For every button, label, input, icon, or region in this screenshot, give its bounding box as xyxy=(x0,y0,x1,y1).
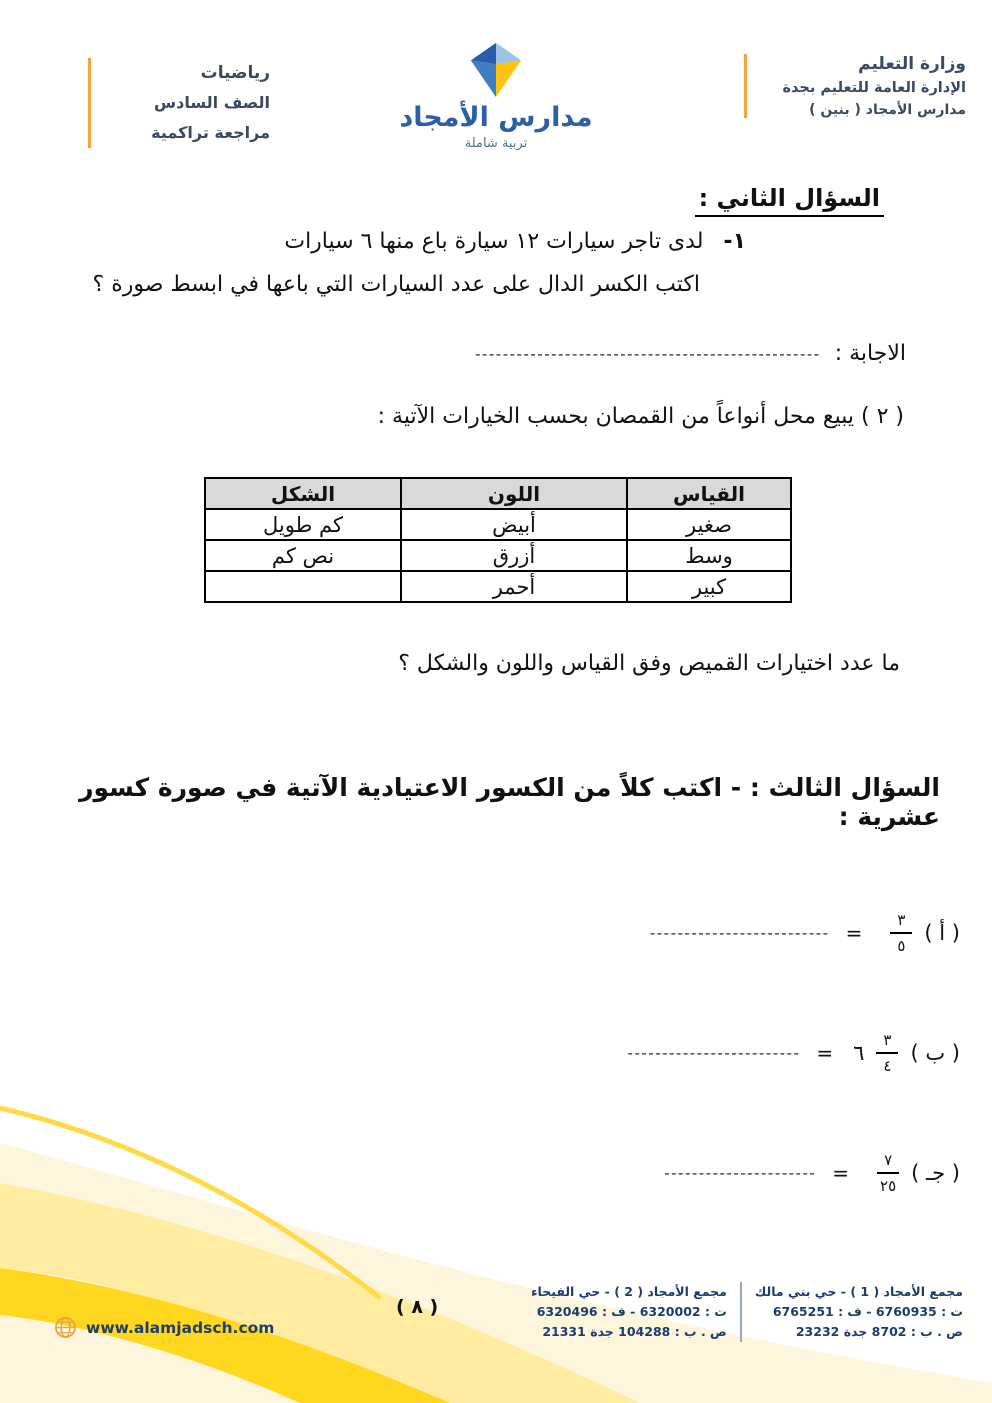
school-tagline: تربية شاملة xyxy=(464,136,528,151)
branch1-phone: ت : 6760935 - ف : 6765251 xyxy=(772,1304,963,1319)
ministry-line2: الإدارة العامة للتعليم بجدة xyxy=(782,80,966,96)
fraction-item-b xyxy=(628,1018,960,1088)
ministry-info xyxy=(744,54,966,118)
answer-blank-line: ---------------------- xyxy=(664,1164,817,1182)
fraction-label: ( أ ) xyxy=(924,921,960,945)
fraction-item-j xyxy=(664,1138,960,1208)
ministry-line3: مدارس الأمجاد ( بنين ) xyxy=(809,102,966,118)
question2-table-question: ما عدد اختيارات القميص وفق القياس واللون والشكل ؟ xyxy=(398,651,900,676)
branch1-name: مجمع الأمجاد ( 1 ) - حي بني مالك xyxy=(754,1284,963,1299)
fraction-label: ( جـ ) xyxy=(911,1161,960,1185)
yellow-swoosh-decoration xyxy=(0,1053,992,1403)
table-header-color: اللون xyxy=(401,478,627,509)
numerator: ٧ xyxy=(877,1151,899,1174)
table-header-row xyxy=(205,478,791,509)
table-row xyxy=(205,540,791,571)
fraction-item-a xyxy=(650,898,960,968)
table-cell: صغير xyxy=(627,509,791,540)
table-header-shape: الشكل xyxy=(205,478,401,509)
denominator: ٥ xyxy=(897,937,906,955)
school-logo xyxy=(371,42,621,151)
answer-row xyxy=(475,341,906,366)
question2-item1 xyxy=(284,229,746,254)
diamond-logo-icon xyxy=(465,42,527,100)
table-cell: أزرق xyxy=(401,540,627,571)
question2-title: السؤال الثاني : xyxy=(695,184,884,217)
ministry-line1: وزارة التعليم xyxy=(858,54,966,74)
course-subject: رياضيات xyxy=(200,63,270,83)
table-cell: كم طويل xyxy=(205,509,401,540)
fraction xyxy=(876,1031,898,1075)
table-row xyxy=(205,571,791,602)
page-number: ( ٨ ) xyxy=(396,1296,439,1318)
answer-blank-line: -------------------------------------------------- xyxy=(475,344,821,363)
question2-item2-intro: ( ٢ ) يبيع محل أنواعاً من القمصان بحسب الخيارات الآتية : xyxy=(377,404,904,429)
table-header-size: القياس xyxy=(627,478,791,509)
question3-title: السؤال الثالث : - اكتب كلاً من الكسور الاعتيادية الآتية في صورة كسور عشرية : xyxy=(79,773,940,831)
branch2-phone: ت : 6320002 - ف : 6320496 xyxy=(536,1304,727,1319)
footer-contact xyxy=(518,1282,976,1342)
table-cell: أبيض xyxy=(401,509,627,540)
branch2-info xyxy=(518,1282,742,1342)
branch1-info xyxy=(742,1282,976,1342)
answer-blank-line: ------------------------- xyxy=(627,1044,801,1062)
course-grade: الصف السادس xyxy=(154,93,270,112)
denominator: ٤ xyxy=(883,1057,892,1075)
website-url: www.alamjadsch.com xyxy=(86,1318,275,1337)
table-row xyxy=(205,509,791,540)
branch2-name: مجمع الأمجاد ( 2 ) - حي الفيحاء xyxy=(531,1284,727,1299)
item1-number: ١- xyxy=(723,229,746,254)
branch2-pobox: ص . ب : 104288 جدة 21331 xyxy=(542,1324,727,1339)
school-name: مدارس الأمجاد xyxy=(399,102,593,133)
table-cell: كبير xyxy=(627,571,791,602)
equals-sign: = xyxy=(845,921,863,945)
branch1-pobox: ص . ب : 8702 جدة 23232 xyxy=(795,1324,963,1339)
answer-label: الاجابة : xyxy=(834,341,906,366)
equals-sign: = xyxy=(832,1161,850,1185)
numerator: ٣ xyxy=(890,911,912,934)
whole-number: ٦ xyxy=(853,1041,865,1065)
table-cell: وسط xyxy=(627,540,791,571)
numerator: ٣ xyxy=(876,1031,898,1054)
denominator: ٢٥ xyxy=(880,1177,897,1195)
course-info xyxy=(88,58,270,148)
course-review: مراجعة تراكمية xyxy=(151,123,270,142)
fraction xyxy=(877,1151,899,1195)
question2-item1-prompt: اكتب الكسر الدال على عدد السيارات التي باعها في ابسط صورة ؟ xyxy=(92,272,700,297)
answer-blank-line: -------------------------- xyxy=(649,924,830,942)
equals-sign: = xyxy=(816,1041,834,1065)
fraction xyxy=(890,911,912,955)
website-link[interactable] xyxy=(54,1316,274,1339)
globe-icon xyxy=(54,1316,77,1339)
item1-text: لدى تاجر سيارات ١٢ سيارة باع منها ٦ سيارات xyxy=(284,229,704,254)
shirt-options-table xyxy=(204,477,792,603)
fraction-label: ( ب ) xyxy=(910,1041,960,1065)
table-cell: أحمر xyxy=(401,571,627,602)
table-cell xyxy=(205,571,401,602)
table-cell: نص كم xyxy=(205,540,401,571)
